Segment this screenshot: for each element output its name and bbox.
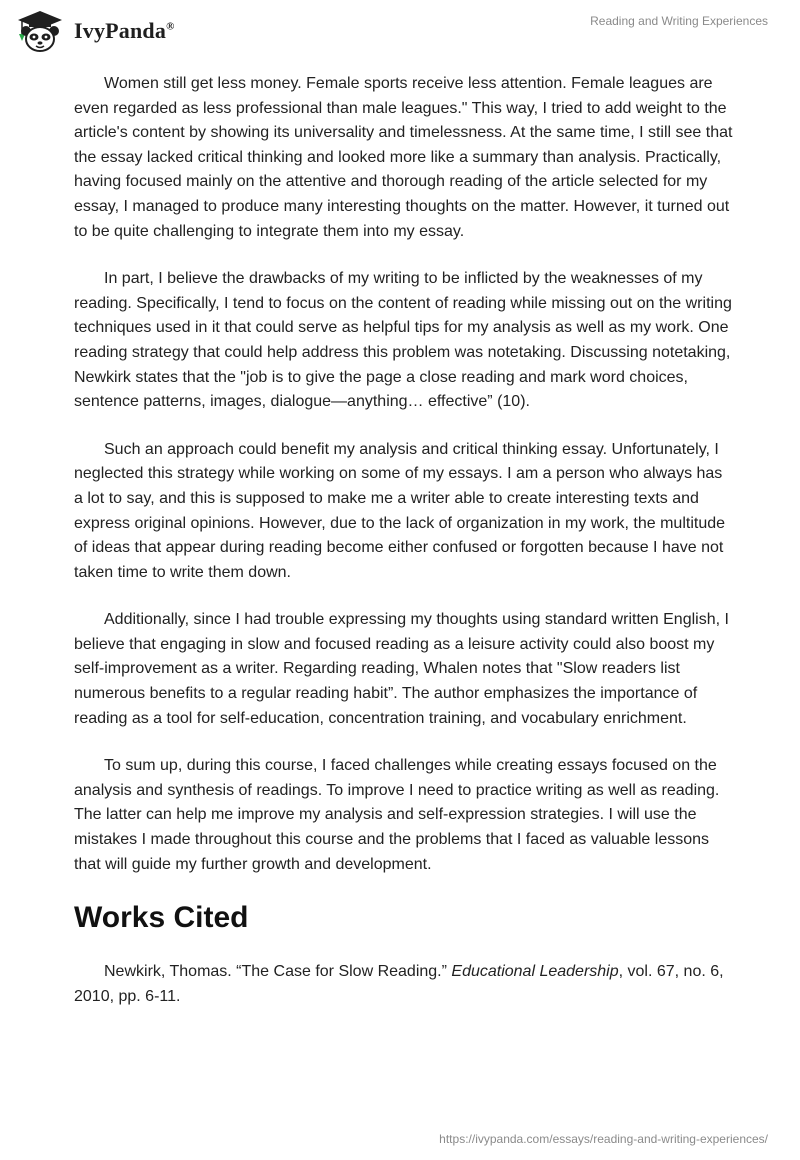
paragraph: To sum up, during this course, I faced challenges while creating essays focused on the analysis and synthesis of readings. To improve I need to practice writing as well as reading. The latter can help me improve my analysis and self-expression strategies. I will use the mistakes I made throughout this course and the problems that I faced as valuable lessons that will guide my further growth and development. [74, 757, 720, 873]
paragraph: Such an approach could benefit my analysis and critical thinking essay. Unfortunately, I neglected this strategy while working on some of my essays. I am a person who always has a lot to say, and this is supposed to make me a writer able to create interesting texts and express original opinions. However, due to the lack of organization in my work, the multitude of ideas that appear during reading become either confused or forgotten because I have not taken time to write them down. [74, 440, 726, 581]
page-header [0, 0, 800, 60]
brand-name [74, 18, 175, 44]
citation-entry [74, 960, 734, 1009]
brand-name-text: IvyPanda [74, 18, 167, 43]
paragraph: Additionally, since I had trouble expressing my thoughts using standard written English, I believe that engaging in slow and focused reading as a leisure activity could also boost my self-improvement as a writer. Regarding reading, Whalen notes that "Slow readers list numerous benefits to a regular reading habit”. The author emphasizes the importance of reading as a tool for self-education, concentration training, and vocabulary enrichment. [74, 611, 729, 727]
works-cited-heading: Works Cited [74, 901, 249, 935]
panda-graduate-icon [14, 8, 66, 54]
paragraph: In part, I believe the drawbacks of my writing to be inflicted by the weaknesses of my reading. Specifically, I tend to focus on the content of reading while missing out on the writing techniques used in it that could serve as helpful tips for my analysis as well as my work. One reading strategy that could help address this problem was notetaking. Discussing notetaking, Newkirk states that the "job is to give the page a close reading and mark word choices, sentence patterns, images, dialogue—anything… effective” (10). [74, 270, 732, 411]
source-url[interactable]: https://ivypanda.com/essays/reading-and-writing-experiences/ [439, 1132, 768, 1146]
citation-details: , vol. 67, no. 6, 2010, pp. 6-11. [74, 963, 724, 1005]
document-title: Reading and Writing Experiences [590, 14, 768, 28]
registered-mark: ® [166, 20, 175, 33]
paragraph: Women still get less money. Female sports receive less attention. Female leagues are even regarded as less professional than male leagues." This way, I tried to add weight to the article's content by showing its universality and timelessness. At the same time, I still see that the essay lacked critical thinking and looked more like a summary than analysis. Practically, having focused mainly on the attentive and thorough reading of the article selected for my essay, I managed to produce many interesting thoughts on the matter. However, it turned out to be quite challenging to integrate them into my essay. [74, 75, 733, 240]
ivypanda-logo[interactable] [14, 8, 175, 54]
essay-content [74, 72, 734, 1009]
citation-journal: Educational Leadership [451, 963, 619, 981]
citation-author-title: Newkirk, Thomas. “The Case for Slow Reading.” [104, 963, 452, 981]
